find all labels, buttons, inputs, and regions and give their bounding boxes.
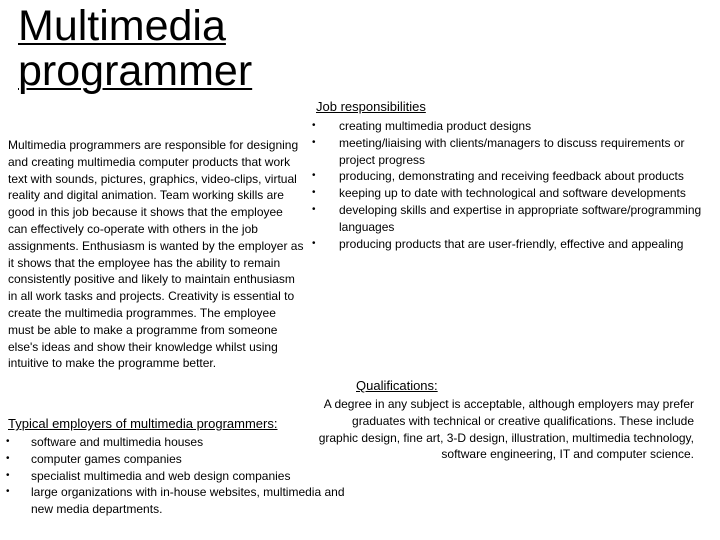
bullet-icon: • [6, 436, 10, 447]
page-title [18, 4, 278, 94]
qualifications-paragraph: A degree in any subject is acceptable, although employers may prefer graduates with technical or creative qualifications. These include graphic design, fine art, 3-D design, illustration, multimedia technology, software engineering, IT and computer science. [318, 397, 694, 462]
bullet-icon: • [6, 486, 10, 498]
responsibilities-heading: Job responsibilities [316, 99, 426, 114]
responsibility-text: creating multimedia product designs [339, 119, 532, 133]
responsibility-text: producing, demonstrating and receiving feedback about products [339, 169, 684, 184]
intro-paragraph: Multimedia programmers are responsible for designing and creating multimedia computer products that work text with sounds, pictures, graphics, video-clips, virtual reality and digital animation. Team working skills are good in this job because it shows that the employee can effectively co-operate with others in the job assignments. Enthusiasm is wanted by the employer as it shows that the employee has the ability to remain consistently positive and likely to maintain enthusiasm in all work tasks and projects. Creativity is essential to create the multimedia programmes. The employee must be able to make a programme from someone else's ideas and show their knowledge whilst using intuitive to make the programme better. [8, 138, 304, 371]
employer-text: software and multimedia houses [31, 435, 204, 449]
employers-heading: Typical employers of multimedia programmers: [8, 416, 278, 431]
responsibility-text: keeping up to date with technological and software developments [339, 186, 686, 201]
bullet-icon: • [312, 136, 316, 148]
list-item [4, 451, 364, 468]
bullet-icon: • [312, 187, 316, 199]
responsibility-text: developing skills and expertise in appropriate software/programming languages [339, 202, 702, 234]
qualifications-heading: Qualifications: [356, 378, 438, 393]
list-item [4, 484, 364, 518]
list-item [310, 135, 715, 169]
responsibility-text: producing products that are user-friendly, effective and appealing [339, 236, 684, 251]
bullet-icon: • [6, 452, 10, 464]
bullet-icon: • [312, 120, 316, 131]
bullet-icon: • [312, 203, 316, 215]
employer-text: computer games companies [31, 451, 182, 466]
list-item [310, 236, 715, 253]
bullet-icon: • [312, 237, 316, 249]
page-title-line-1: Multimedia [18, 2, 226, 50]
page-title-line-2: programmer [18, 47, 253, 95]
employers-list [4, 434, 364, 518]
list-item [310, 168, 715, 185]
list-item [4, 468, 364, 485]
bullet-icon: • [312, 170, 316, 182]
list-item [4, 434, 364, 451]
list-item [310, 185, 715, 202]
employer-text: large organizations with in-house websites, multimedia and new media departments. [31, 485, 345, 517]
responsibility-text: meeting/liaising with clients/managers to discuss requirements or project progress [339, 135, 685, 167]
list-item [310, 202, 715, 236]
bullet-icon: • [6, 469, 10, 481]
employer-text: specialist multimedia and web design companies [31, 468, 291, 483]
responsibilities-list [310, 118, 715, 252]
list-item [310, 118, 715, 135]
